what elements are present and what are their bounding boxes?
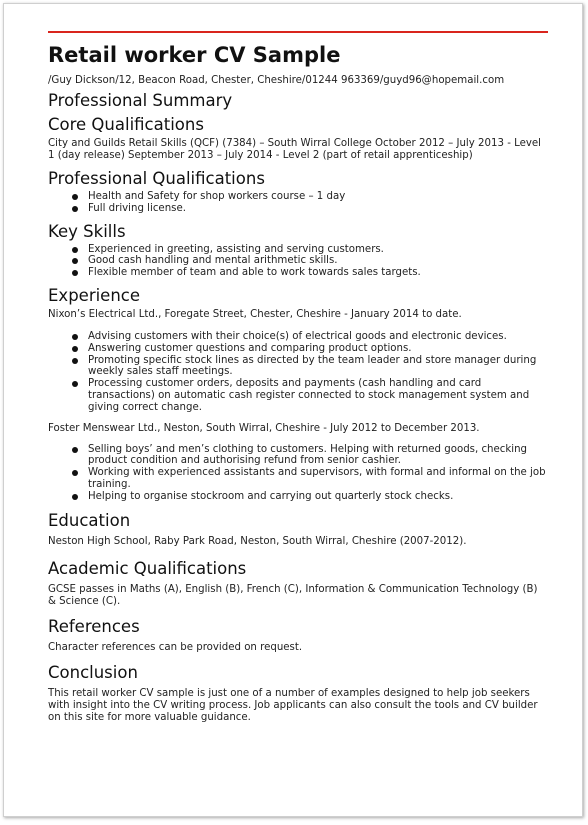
bullet-icon: [72, 194, 78, 200]
bullet-icon: [72, 334, 78, 340]
heading-key-skills: Key Skills: [48, 221, 126, 241]
list-item: Flexible member of team and able to work towards sales targets.: [48, 267, 548, 279]
list-item: Selling boys’ and men’s clothing to customers. Helping with returned goods, checking product condition and authorising refund from senior cashier.: [48, 444, 548, 468]
list-item: Answering customer questions and comparing product options.: [48, 343, 548, 355]
heading-academic-qualifications: Academic Qualifications: [48, 558, 247, 578]
heading-professional-summary: Professional Summary: [48, 91, 233, 110]
heading-core-qualifications: Core Qualifications: [48, 115, 204, 134]
bullet-icon: [72, 346, 78, 352]
bullet-icon: [72, 270, 78, 276]
cv-title: Retail worker CV Sample: [48, 43, 341, 67]
bullet-icon: [72, 447, 78, 453]
list-item: Helping to organise stockroom and carrying out quarterly stock checks.: [48, 491, 548, 503]
bullet-icon: [72, 381, 78, 387]
experience-foster-list: [48, 444, 548, 503]
cv-content: [48, 42, 548, 724]
contact-details: /Guy Dickson/12, Beacon Road, Chester, Cheshire/01244 963369/guyd96@hopemail.com: [48, 75, 505, 86]
heading-references: References: [48, 616, 140, 636]
conclusion-text: This retail worker CV sample is just one of a number of examples designed to help job seekers with insight into the CV writing process. Job applicants can also consult the tools and CV builder on this site for more valuable guidance.: [48, 687, 538, 723]
professional-qualifications-list: [48, 191, 548, 215]
list-item: Working with experienced assistants and supervisors, with formal and informal on the job training.: [48, 467, 548, 491]
bullet-icon: [72, 258, 78, 264]
bullet-icon: [72, 206, 78, 212]
list-item: Promoting specific stock lines as directed by the team leader and store manager during weekly sales staff meetings.: [48, 355, 548, 379]
heading-professional-qualifications: Professional Qualifications: [48, 169, 265, 188]
cv-page: [3, 3, 583, 817]
bullet-icon: [72, 470, 78, 476]
heading-conclusion: Conclusion: [48, 662, 138, 682]
education-text: Neston High School, Raby Park Road, Neston, South Wirral, Cheshire (2007-2012).: [48, 535, 467, 547]
references-text: Character references can be provided on request.: [48, 641, 303, 653]
employer-foster: Foster Menswear Ltd., Neston, South Wirral, Cheshire - July 2012 to December 2013.: [48, 422, 480, 434]
list-item: Experienced in greeting, assisting and serving customers.: [48, 244, 548, 256]
list-item: Health and Safety for shop workers course – 1 day: [48, 191, 548, 203]
employer-nixons: Nixon’s Electrical Ltd., Foregate Street, Chester, Cheshire - January 2014 to date.: [48, 308, 462, 320]
academic-qualifications-text: GCSE passes in Maths (A), English (B), French (C), Information & Communication Technology (B) & Science (C).: [48, 583, 538, 607]
list-item: Processing customer orders, deposits and payments (cash handling and card transactions) on automatic cash register connected to stock management system and giving correct change.: [48, 378, 548, 413]
heading-education: Education: [48, 510, 131, 530]
bullet-icon: [72, 358, 78, 364]
key-skills-list: [48, 244, 548, 279]
list-item: Good cash handling and mental arithmetic skills.: [48, 255, 548, 267]
core-qualifications-text: City and Guilds Retail Skills (QCF) (7384) – South Wirral College October 2012 – July 2013 - Level 1 (day release) September 2013 – July 2014 - Level 2 (part of retail apprenticeship): [48, 138, 542, 161]
header-accent-line: [48, 31, 548, 33]
heading-experience: Experience: [48, 285, 141, 305]
list-item: Full driving license.: [48, 203, 548, 215]
bullet-icon: [72, 247, 78, 253]
list-item: Advising customers with their choice(s) of electrical goods and electronic devices.: [48, 331, 548, 343]
experience-nixons-list: [48, 331, 548, 414]
bullet-icon: [72, 494, 78, 500]
